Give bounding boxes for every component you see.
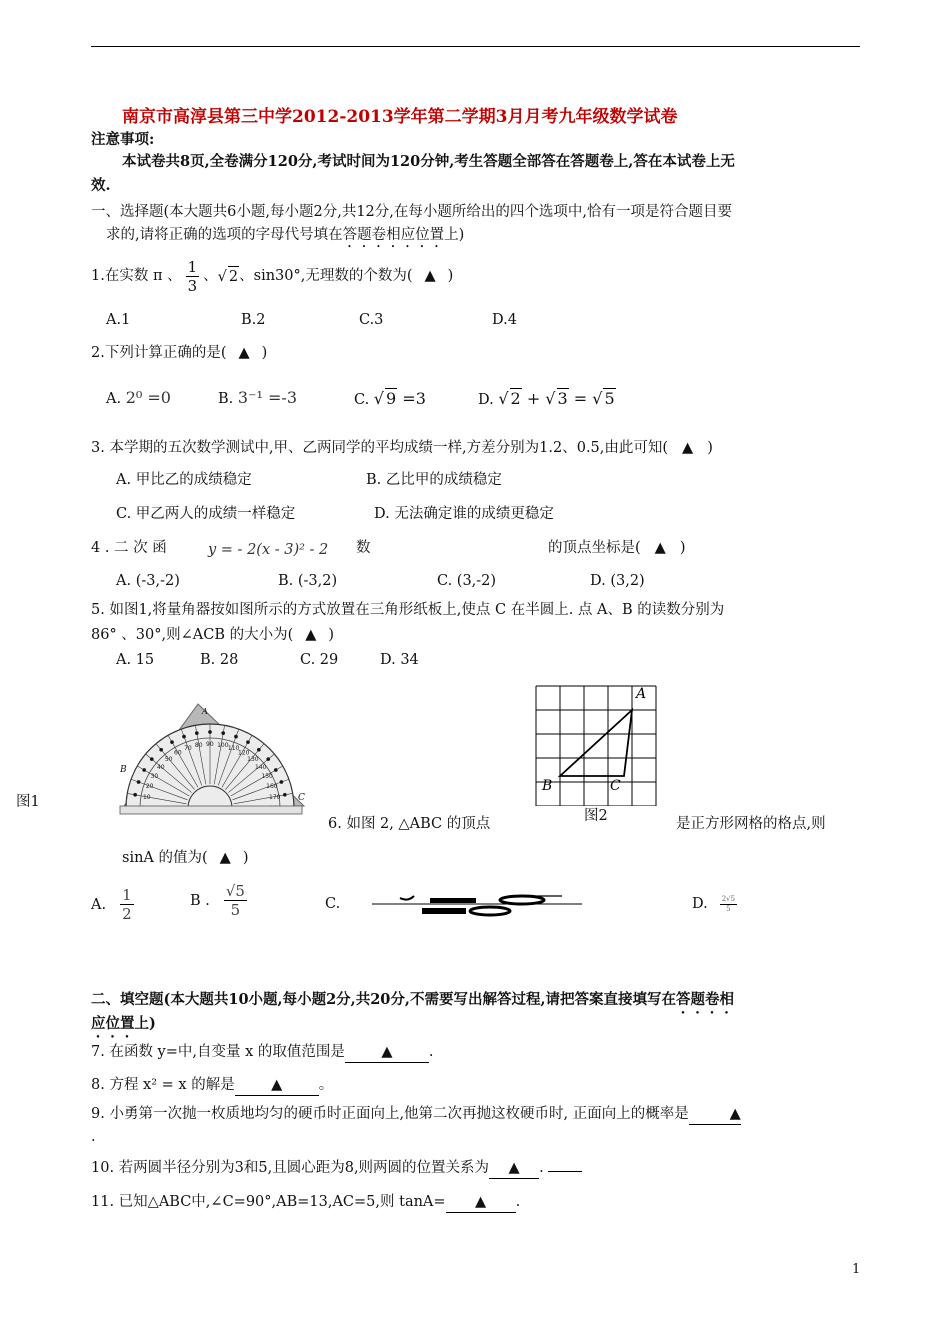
question-9-end: . [91, 1129, 96, 1145]
protractor-scale-label: 30 [150, 773, 159, 780]
protractor-dot [137, 780, 140, 783]
protractor-dot [134, 793, 137, 796]
question-2: 2.下列计算正确的是( ▲ ) [91, 345, 268, 361]
q5-option-a: A. 15 [116, 652, 155, 668]
question-8: 8. 方程 x² = x 的解是 ▲ 。 [91, 1075, 333, 1096]
protractor-scale-label: 110 [227, 744, 240, 752]
q4-option-d: D. (3,2) [590, 573, 645, 589]
protractor-scale-label: 20 [145, 783, 154, 791]
figure-2-label-b: B [542, 778, 553, 794]
protractor-scale-label: 70 [184, 744, 192, 752]
question-3: 3. 本学期的五次数学测试中,甲、乙两同学的平均成绩一样,方差分别为1.2、0.5,由此可知( ▲ ) [91, 440, 713, 456]
q6-option-d: D. $\frac{2√5}{5}$ [692, 894, 736, 913]
q6-option-a: A. $\frac{1}{2}$ [91, 886, 132, 923]
answer-triangle: ▲ [219, 850, 231, 866]
protractor-dot [274, 768, 277, 771]
figure-2-caption: 图2 [584, 808, 608, 824]
q1-option-c: C.3 [359, 312, 384, 328]
notice-heading: 注意事项: [91, 131, 155, 148]
protractor-scale-label: 100 [217, 741, 229, 749]
protractor-dot [234, 735, 237, 738]
q4-option-c: C. (3,-2) [437, 573, 497, 589]
q6-option-c-label: C. [325, 896, 341, 912]
q3-option-c: C. 甲乙两人的成绩一样稳定 [116, 506, 296, 522]
top-rule [91, 46, 860, 47]
protractor-scale-label: 130 [247, 755, 259, 763]
question-4-prefix: 4 . 二 次 函 [91, 540, 167, 556]
protractor-dot [208, 730, 211, 733]
section1-heading-cont: 求的,请将正确的选项的字母代号填在答题卷相应位置上) [106, 227, 465, 243]
question-1: 1.在实数 π 、 $\frac{1}{3}$ 、 √ 2 、sin30°,无理数的个数为( ▲ ) [91, 257, 454, 295]
q6-option-b: B . $\frac{√5}{5}$ [190, 882, 245, 919]
protractor-scale-label: 50 [164, 755, 173, 763]
q1-option-b: B.2 [241, 312, 266, 328]
section1-heading: 一、选择题(本大题共6小题,每小题2分,共12分,在每小题所给出的四个选项中,恰有一项是符合题目要 [91, 204, 732, 220]
question-5-line-1: 5. 如图1,将量角器按如图所示的方式放置在三角形纸板上,使点 C 在半圆上. 点 A、B 的读数分别为 [91, 602, 725, 618]
question-11: 11. 已知△ABC中,∠C=90°,AB=13,AC=5,则 tanA= ▲ . [91, 1192, 520, 1213]
figure-1-label-b: B [120, 765, 127, 775]
question-6: 6. 如图 2, △ABC 的顶点 [328, 816, 491, 832]
answer-triangle: ▲ [682, 440, 694, 456]
figure-1-caption: 图1 [16, 794, 40, 810]
q1-option-a: A.1 [106, 312, 131, 328]
answer-blank: ▲ [489, 1158, 539, 1179]
q4-formula: y = - 2(x - 3)² - 2 [208, 542, 329, 558]
protractor-scale-label: 40 [156, 763, 165, 771]
protractor-dot [267, 758, 270, 761]
protractor-scale-label: 80 [194, 741, 203, 749]
page-number: 1 [852, 1262, 861, 1277]
notice-line-2: 效. [91, 177, 111, 194]
question-6-line-2: sinA 的值为( ▲ ) [122, 850, 249, 866]
q2-option-d: D. √ 2 + √ 3 = √ 5 [478, 389, 615, 408]
question-4: 的顶点坐标是( ▲ ) [548, 540, 686, 556]
q5-option-b: B. 28 [200, 652, 239, 668]
protractor-dot [170, 741, 173, 744]
protractor-dot [222, 732, 225, 735]
protractor-scale-label: 10 [142, 793, 151, 801]
q2-option-c: C. √ 9 =3 [354, 389, 426, 408]
figure-2-label-c: C [610, 778, 621, 794]
figure-1-protractor [118, 698, 312, 816]
answer-blank: ▲ [446, 1192, 516, 1213]
protractor-scale-label: 140 [255, 763, 267, 771]
answer-blank: ▲ [689, 1104, 741, 1125]
answer-triangle: ▲ [424, 268, 436, 284]
protractor-dot [283, 793, 286, 796]
answer-triangle: ▲ [305, 627, 317, 643]
q6-option-c-garbled-formula [372, 890, 584, 920]
q3-option-a: A. 甲比乙的成绩稳定 [116, 472, 252, 488]
protractor-dot [150, 758, 153, 761]
protractor-dot [182, 735, 185, 738]
protractor-dot [195, 732, 198, 735]
answer-triangle: ▲ [238, 345, 250, 361]
protractor-scale-label: 170 [269, 793, 281, 801]
notice-line-1: 本试卷共8页,全卷满分120分,考试时间为120分钟,考生答题全部答在答题卷上,答在本试卷上无 [122, 153, 735, 170]
section2-heading-cont: 应位置上) [91, 1015, 156, 1032]
q3-option-b: B. 乙比甲的成绩稳定 [366, 472, 502, 488]
q5-option-c: C. 29 [300, 652, 339, 668]
protractor-dot [246, 741, 249, 744]
protractor-dot [160, 748, 163, 751]
q4-option-a: A. (-3,-2) [116, 573, 180, 589]
answer-blank: ▲ [345, 1042, 429, 1063]
answer-blank: ▲ [235, 1075, 319, 1096]
question-10: 10. 若两圆半径分别为3和5,且圆心距为8,则两圆的位置关系为 ▲ . [91, 1158, 582, 1179]
protractor-scale-label: 160 [266, 783, 278, 791]
figure-2-grid [530, 680, 664, 806]
answer-triangle: ▲ [654, 540, 666, 556]
q2-option-a: A. 2⁰ =0 [106, 388, 171, 407]
figure-2-label-a: A [636, 686, 647, 702]
q2-option-b: B. 3⁻¹ =-3 [218, 388, 297, 407]
question-9: 9. 小勇第一次抛一枚质地均匀的硬币时正面向上,他第二次再抛这枚硬币时, 正面向上的概率是 ▲ [91, 1104, 741, 1125]
figure-1-label-c: C [298, 793, 305, 803]
protractor-scale-label: 90 [206, 741, 214, 748]
exam-title: 南京市高淳县第三中学2012-2013学年第二学期3月月考九年级数学试卷 [122, 107, 678, 127]
figure-1-label-a: A [202, 707, 208, 716]
q5-option-d: D. 34 [380, 652, 419, 668]
protractor-dot [280, 780, 283, 783]
protractor-dot [143, 768, 146, 771]
section2-heading: 二、填空题(本大题共10小题,每小题2分,共20分,不需要写出解答过程,请把答案直接填写在答题卷相 [91, 991, 734, 1008]
q4-option-b: B. (-3,2) [278, 573, 338, 589]
protractor-scale-label: 60 [174, 749, 182, 757]
q1-option-d: D.4 [492, 312, 517, 328]
question-5-line-2: 86° 、30°,则∠ACB 的大小为( ▲ ) [91, 627, 335, 643]
question-7: 7. 在函数 y=中,自变量 x 的取值范围是 ▲ . [91, 1042, 434, 1063]
protractor-dot [257, 748, 260, 751]
question-6-cont: 是正方形网格的格点,则 [676, 816, 826, 832]
q3-option-d: D. 无法确定谁的成绩更稳定 [374, 506, 554, 522]
q4-shu: 数 [356, 540, 371, 556]
protractor-scale-label: 120 [238, 749, 250, 757]
protractor-scale-label: 150 [261, 773, 273, 780]
